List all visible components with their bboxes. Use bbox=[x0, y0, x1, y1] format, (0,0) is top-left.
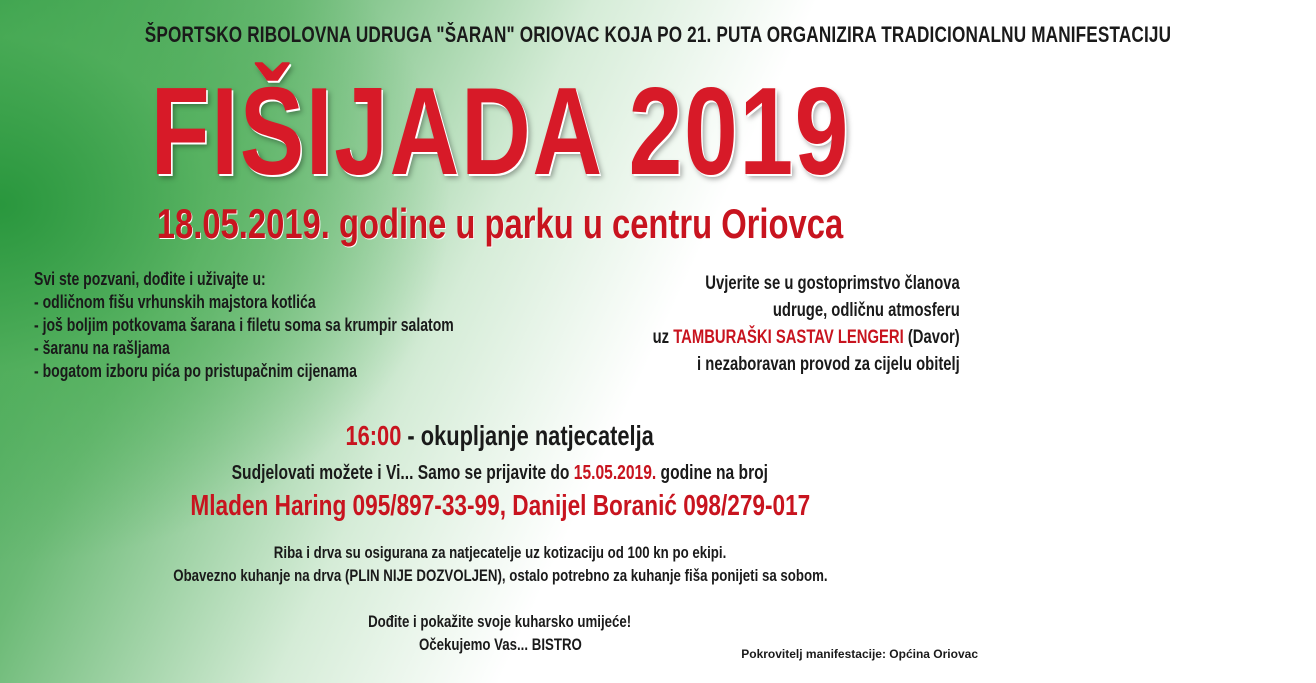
poster-title: FIŠIJADA 2019 bbox=[150, 63, 850, 201]
info-line-1: Riba i drva su osigurana za natjecatelje uz kotizaciju od 100 kn po ekipi. bbox=[273, 543, 727, 562]
menu-item: - još boljim potkovama šarana i filetu soma sa krumpir salatom bbox=[34, 315, 454, 335]
contact-numbers: Mladen Haring 095/897-33-99, Danijel Boranić 098/279-017 bbox=[190, 490, 810, 522]
menu-item: - odličnom fišu vrhunskih majstora kotlića bbox=[34, 292, 316, 312]
menu-item: - bogatom izboru pića po pristupačnim cijenama bbox=[34, 361, 357, 381]
menu-intro: Svi ste pozvani, dođite i uživajte u: bbox=[34, 269, 266, 289]
schedule-time: 16:00 bbox=[345, 420, 402, 451]
closing-line-1: Dođite i pokažite svoje kuharsko umijeće! bbox=[368, 612, 632, 631]
event-date-location: 18.05.2019. godine u parku u centru Oriovca bbox=[156, 200, 844, 247]
menu-item: - šaranu na rašljama bbox=[34, 338, 170, 358]
schedule-line: 16:00 - okupljanje natjecatelja bbox=[345, 420, 655, 451]
info-line-2: Obavezno kuhanje na drva (PLIN NIJE DOZVOLJEN), ostalo potrebno za kuhanje fiša ponijeti sa sobom. bbox=[172, 566, 828, 585]
band-name: TAMBURAŠKI SASTAV LENGERI bbox=[673, 327, 904, 348]
registration-deadline: 15.05.2019. bbox=[573, 462, 657, 484]
registration-line: Sudjelovati možete i Vi... Samo se prijavite do 15.05.2019. godine na broj bbox=[231, 462, 769, 484]
organizer-line: ŠPORTSKO RIBOLOVNA UDRUGA "ŠARAN" ORIOVAC KOJA PO 21. PUTA ORGANIZIRA TRADICIONALNU MANIFESTACIJU bbox=[144, 22, 1172, 47]
menu-list bbox=[34, 268, 572, 383]
hospitality-block: Uvjerite se u gostoprimstvo članova udruge, odličnu atmosferu uz TAMBURAŠKI SASTAV LENGERI (Davor) i nezaboravan provod za cijelu obitelj bbox=[652, 273, 960, 375]
sponsor-note: Pokrovitelj manifestacije: Općina Oriovac bbox=[741, 647, 978, 661]
closing-line-2: Očekujemo Vas... BISTRO bbox=[418, 635, 582, 654]
